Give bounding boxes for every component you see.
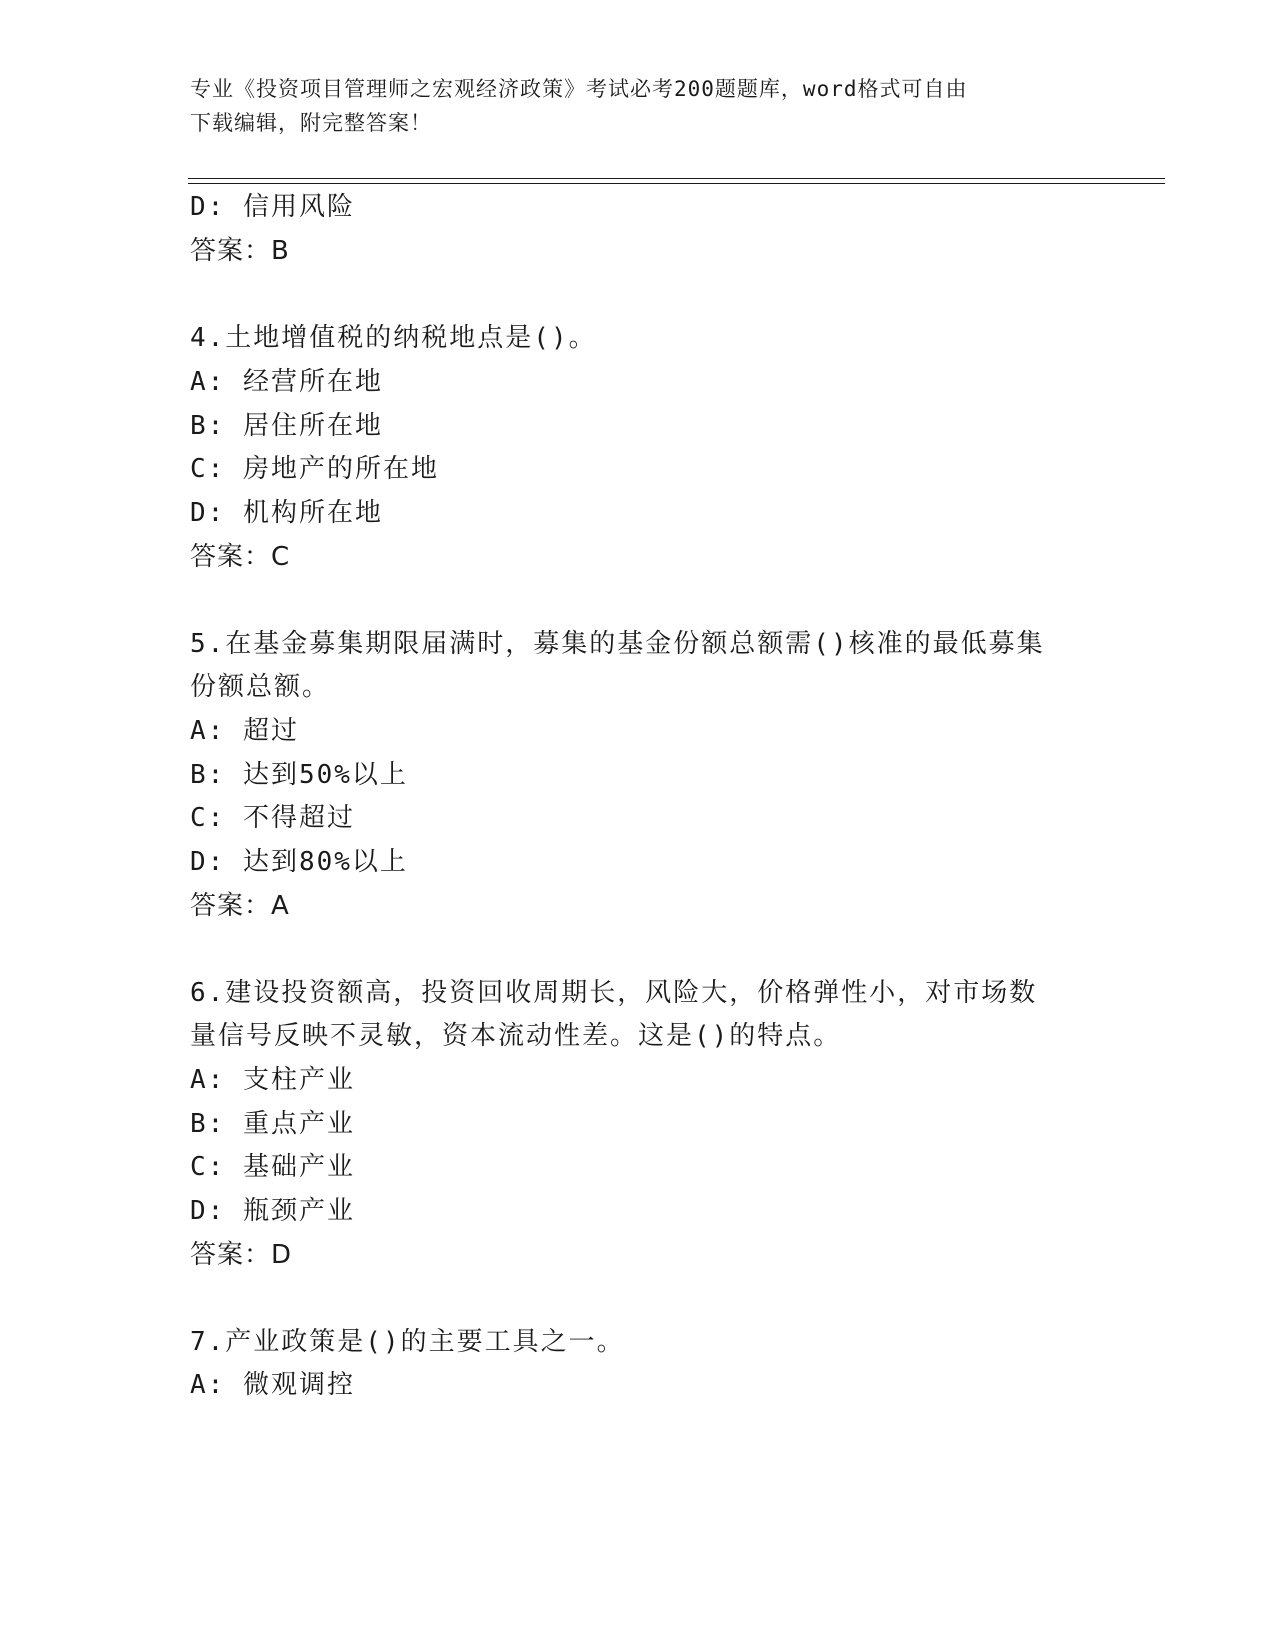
option-b: B: 达到50%以上: [190, 760, 408, 790]
header-line-2: 下载编辑，附完整答案！: [190, 111, 432, 135]
header-line-1: 专业《投资项目管理师之宏观经济政策》考试必考200题题库，word格式可自由: [190, 77, 968, 101]
option-c: C: 房地产的所在地: [190, 454, 439, 484]
question-stem-continued: 量信号反映不灵敏，资本流动性差。这是()的特点。: [190, 1021, 842, 1051]
question-stem: 5.在基金募集期限届满时，募集的基金份额总额需()核准的最低募集: [190, 629, 1045, 659]
answer: 答案：C: [190, 542, 291, 572]
option-a: A: 经营所在地: [190, 367, 383, 397]
option-d: D: 信用风险: [190, 192, 355, 222]
option-b: B: 居住所在地: [190, 411, 383, 441]
option-c: C: 不得超过: [190, 803, 355, 833]
document-header: [190, 72, 1090, 140]
question-stem: 4.土地增值税的纳税地点是()。: [190, 323, 597, 353]
option-a: A: 支柱产业: [190, 1065, 355, 1095]
header-divider-bottom: [188, 183, 1165, 184]
option-d: D: 瓶颈产业: [190, 1196, 355, 1226]
answer: 答案：D: [190, 1240, 293, 1270]
option-a: A: 超过: [190, 716, 299, 746]
answer: 答案：B: [190, 236, 290, 266]
question-stem: 7.产业政策是()的主要工具之一。: [190, 1327, 625, 1357]
option-b: B: 重点产业: [190, 1109, 355, 1139]
option-d: D: 机构所在地: [190, 498, 383, 528]
option-d: D: 达到80%以上: [190, 847, 408, 877]
answer: 答案：A: [190, 891, 290, 921]
option-a: A: 微观调控: [190, 1370, 355, 1400]
question-stem-continued: 份额总额。: [190, 672, 331, 702]
question-stem: 6.建设投资额高，投资回收周期长，风险大，价格弹性小，对市场数: [190, 978, 1038, 1008]
header-divider-top: [188, 178, 1165, 179]
option-c: C: 基础产业: [190, 1152, 355, 1182]
